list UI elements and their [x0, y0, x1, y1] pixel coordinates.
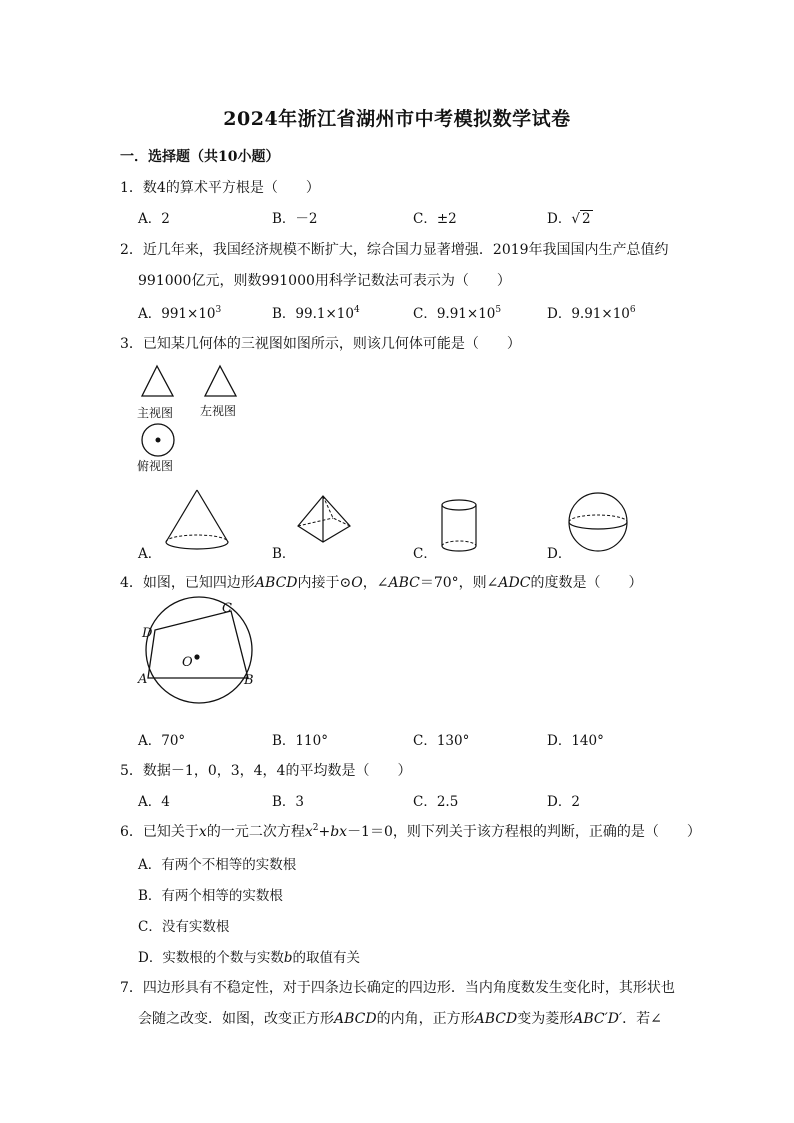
q6-option-b: B．有两个相等的实数根 — [138, 888, 283, 904]
q4-option-a: A．70° — [138, 733, 186, 749]
point-a-label: A — [138, 672, 148, 687]
q5-stem: 5．数据－1，0，3，4，4的平均数是（ ） — [120, 763, 412, 779]
q2-option-d: D．$9.91\times 10^6$ — [547, 305, 636, 322]
q4-option-d: D．140° — [547, 733, 604, 749]
page-title: 2024年浙江省湖州市中考模拟数学试卷 — [223, 108, 571, 130]
q2-line1: 2．近几年来，我国经济规模不断扩大，综合国力显著增强．2019年我国国内生产总值约 — [120, 242, 669, 258]
sqrt-sign: √ — [571, 211, 580, 227]
pyramid-shape — [295, 494, 353, 546]
point-d-label: D — [142, 626, 153, 641]
cone-shape — [162, 488, 232, 554]
q5-option-d: D．2 — [547, 794, 580, 810]
q7-line1: 7．四边形具有不稳定性，对于四条边长确定的四边形．当内角度数发生变化时，其形状也 — [120, 980, 675, 996]
side-view-triangle — [203, 364, 239, 398]
q1-option-a: A．2 — [138, 211, 170, 227]
sqrt-argument: 2 — [581, 211, 591, 227]
q1-option-c: C．±2 — [413, 211, 457, 227]
q3-option-c: C． — [413, 546, 437, 562]
q6-option-d: D．实数根的个数与实数b的取值有关 — [138, 950, 360, 966]
q2-option-b: B．$99.1\times 10^4$ — [272, 305, 360, 322]
q2-option-a: A．$991\times 10^3$ — [138, 305, 222, 322]
q2-line2: 991000亿元，则数991000用科学记数法可表示为（ ） — [138, 273, 511, 289]
sphere-shape — [568, 492, 630, 554]
q5-option-a: A．4 — [138, 794, 170, 810]
q3-option-b: B． — [272, 546, 296, 562]
q3-option-d: D． — [547, 546, 572, 562]
q5-option-c: C．2.5 — [413, 794, 459, 810]
point-c-label: C — [222, 601, 232, 616]
q6-option-a: A．有两个不相等的实数根 — [138, 857, 297, 873]
q3-option-a: A． — [138, 546, 162, 562]
q6-option-c: C．没有实数根 — [138, 919, 230, 935]
q3-stem: 3．已知某几何体的三视图如图所示，则该几何体可能是（ ） — [120, 336, 521, 352]
top-view-circle — [140, 422, 176, 458]
section-heading: 一．选择题（共10小题） — [120, 149, 280, 165]
q1-option-b: B．－2 — [272, 211, 318, 227]
q4-option-c: C．130° — [413, 733, 470, 749]
q5-option-b: B．3 — [272, 794, 305, 810]
side-view-label: 左视图 — [200, 404, 237, 418]
q2-option-c: C．$9.91\times 10^5$ — [413, 305, 502, 322]
q4-stem: 4．如图，已知四边形ABCD内接于⊙O，∠ABC＝70°，则∠ADC的度数是（ ） — [120, 575, 643, 591]
cylinder-shape — [440, 498, 480, 556]
point-o-label: O — [182, 655, 193, 670]
q6-stem: 6．已知关于x的一元二次方程$x^2+bx-1=0$，则下列关于该方程根的判断，正确的是（ ） — [120, 823, 701, 840]
q4-option-b: B．110° — [272, 733, 328, 749]
point-b-label: B — [244, 673, 254, 688]
q1-stem: 1．数4的算术平方根是（ ） — [120, 180, 320, 196]
front-view-label: 主视图 — [137, 406, 174, 420]
q7-line2: 会随之改变．如图，改变正方形ABCD的内角，正方形ABCD变为菱形ABC′D′．若∠ — [138, 1011, 662, 1027]
top-view-label: 俯视图 — [137, 459, 174, 473]
q1-option-d: D．√ 2 — [547, 211, 591, 227]
front-view-triangle — [140, 364, 176, 398]
